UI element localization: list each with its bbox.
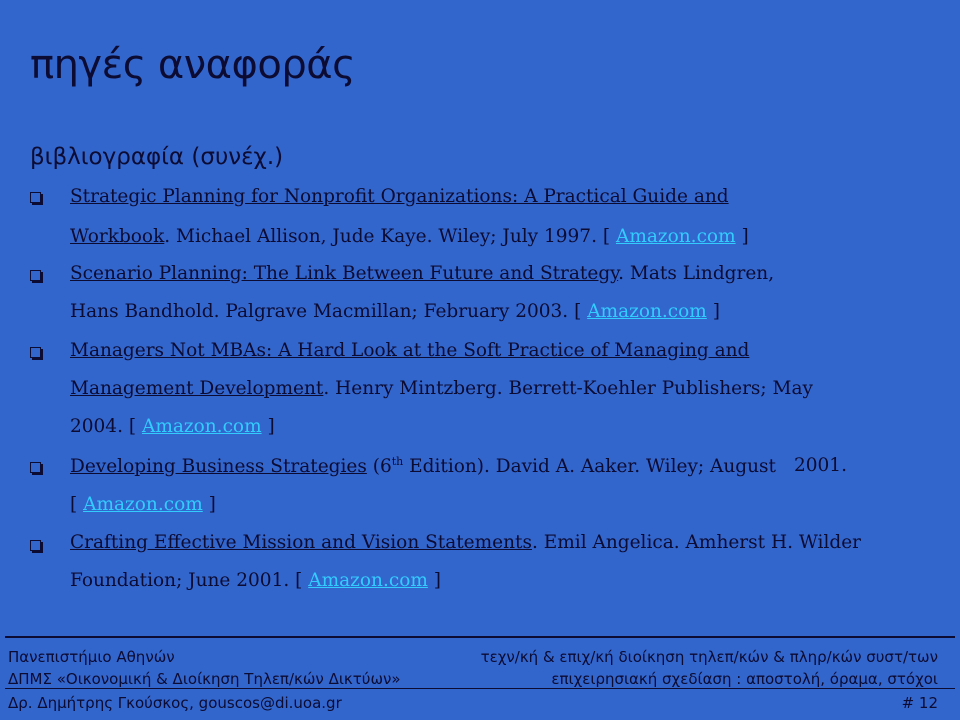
footer-author: Δρ. Δημήτρης Γκούσκος, gouscos@di.uoa.gr [8,694,342,712]
bullet-icon [30,462,41,473]
bracket-close: ] [202,494,216,515]
bracket-close: ] [261,416,275,437]
reference-details: . Mats Lindgren, [618,263,775,284]
reference-item-5-line-1 [70,532,861,553]
reference-item-4-year [794,455,847,476]
reference-details: . Michael Allison, Jude Kaye. Wiley; July 1997. [164,226,603,247]
amazon-link[interactable]: Amazon.com [587,301,707,322]
reference-item-1-line-2 [70,226,749,247]
footer-course: τεχν/κή & επιχ/κή διοίκηση τηλεπ/κών & πληρ/κών συστ/των [480,648,938,666]
footer-page-number: # 12 [901,694,938,712]
bullet-icon [30,270,41,281]
book-link-scenario-planning[interactable]: Scenario Planning: The Link Between Future and Strategy [70,263,619,284]
reference-item-3-line-3 [70,416,275,437]
reference-item-1-line-1 [70,186,729,207]
reference-item-3-line-1 [70,340,749,361]
bracket-open: [ [602,226,616,247]
bracket-open: [ [128,416,142,437]
amazon-link[interactable]: Amazon.com [615,226,736,247]
book-link-developing-business-strategies[interactable]: Developing Business Strategies [70,456,367,477]
edition-text: (6 [366,456,392,477]
amazon-link[interactable]: Amazon.com [308,570,428,591]
reference-details: Hans Bandhold. Palgrave Macmillan; February 2003. [70,301,575,322]
bracket-close: ] [427,570,441,591]
bracket-open: [ [295,570,309,591]
bracket-open: [ [70,494,84,515]
reference-details: . Henry Mintzberg. Berrett-Koehler Publishers; May [323,378,813,399]
reference-item-4-line-2 [70,494,216,515]
slide-subtitle: βιβλιογραφία (συνέχ.) [30,144,284,170]
book-link-strategic-planning-cont[interactable]: Workbook [70,226,165,247]
reference-details: Foundation; June 2001. [70,570,296,591]
book-link-managers-not-mbas[interactable]: Managers Not MBAs: A Hard Look at the Soft Practice of Managing and [70,340,750,361]
reference-item-2-line-2 [70,301,720,322]
reference-item-3-line-2 [70,378,813,399]
edition-superscript: th [391,455,404,468]
bullet-icon [30,540,41,551]
footer-topic: επιχειρησιακή σχεδίαση : αποστολή, όραμα, στόχοι [551,670,938,688]
reference-item-2-line-1 [70,263,774,284]
bullet-icon [30,192,41,203]
footer-divider [5,636,955,638]
bracket-close: ] [706,301,720,322]
reference-details: . Emil Angelica. Amherst H. Wilder [531,532,862,553]
amazon-link[interactable]: Amazon.com [141,416,262,437]
reference-item-5-line-2 [70,570,441,591]
book-link-crafting-mission[interactable]: Crafting Effective Mission and Vision Statements [70,532,532,553]
footer-university: Πανεπιστήμιο Αθηνών [8,648,175,666]
footer-program: ΔΠΜΣ «Οικονομική & Διοίκηση Τηλεπ/κών Δικτύων» [8,670,401,688]
footer-divider-thin [5,688,955,689]
amazon-link[interactable]: Amazon.com [83,494,203,515]
book-link-strategic-planning[interactable]: Strategic Planning for Nonprofit Organizations: A Practical Guide and [70,186,729,207]
reference-details: 2004. [70,416,129,437]
reference-item-4-line-1 [70,455,776,477]
bracket-open: [ [574,301,588,322]
bullet-icon [30,347,41,358]
slide-title: πηγές αναφοράς [30,42,356,88]
book-link-managers-not-mbas-cont[interactable]: Management Development [70,378,324,399]
bracket-close: ] [735,226,749,247]
reference-year: 2001. [794,455,847,476]
reference-details: Edition). David A. Aaker. Wiley; August [403,456,776,477]
